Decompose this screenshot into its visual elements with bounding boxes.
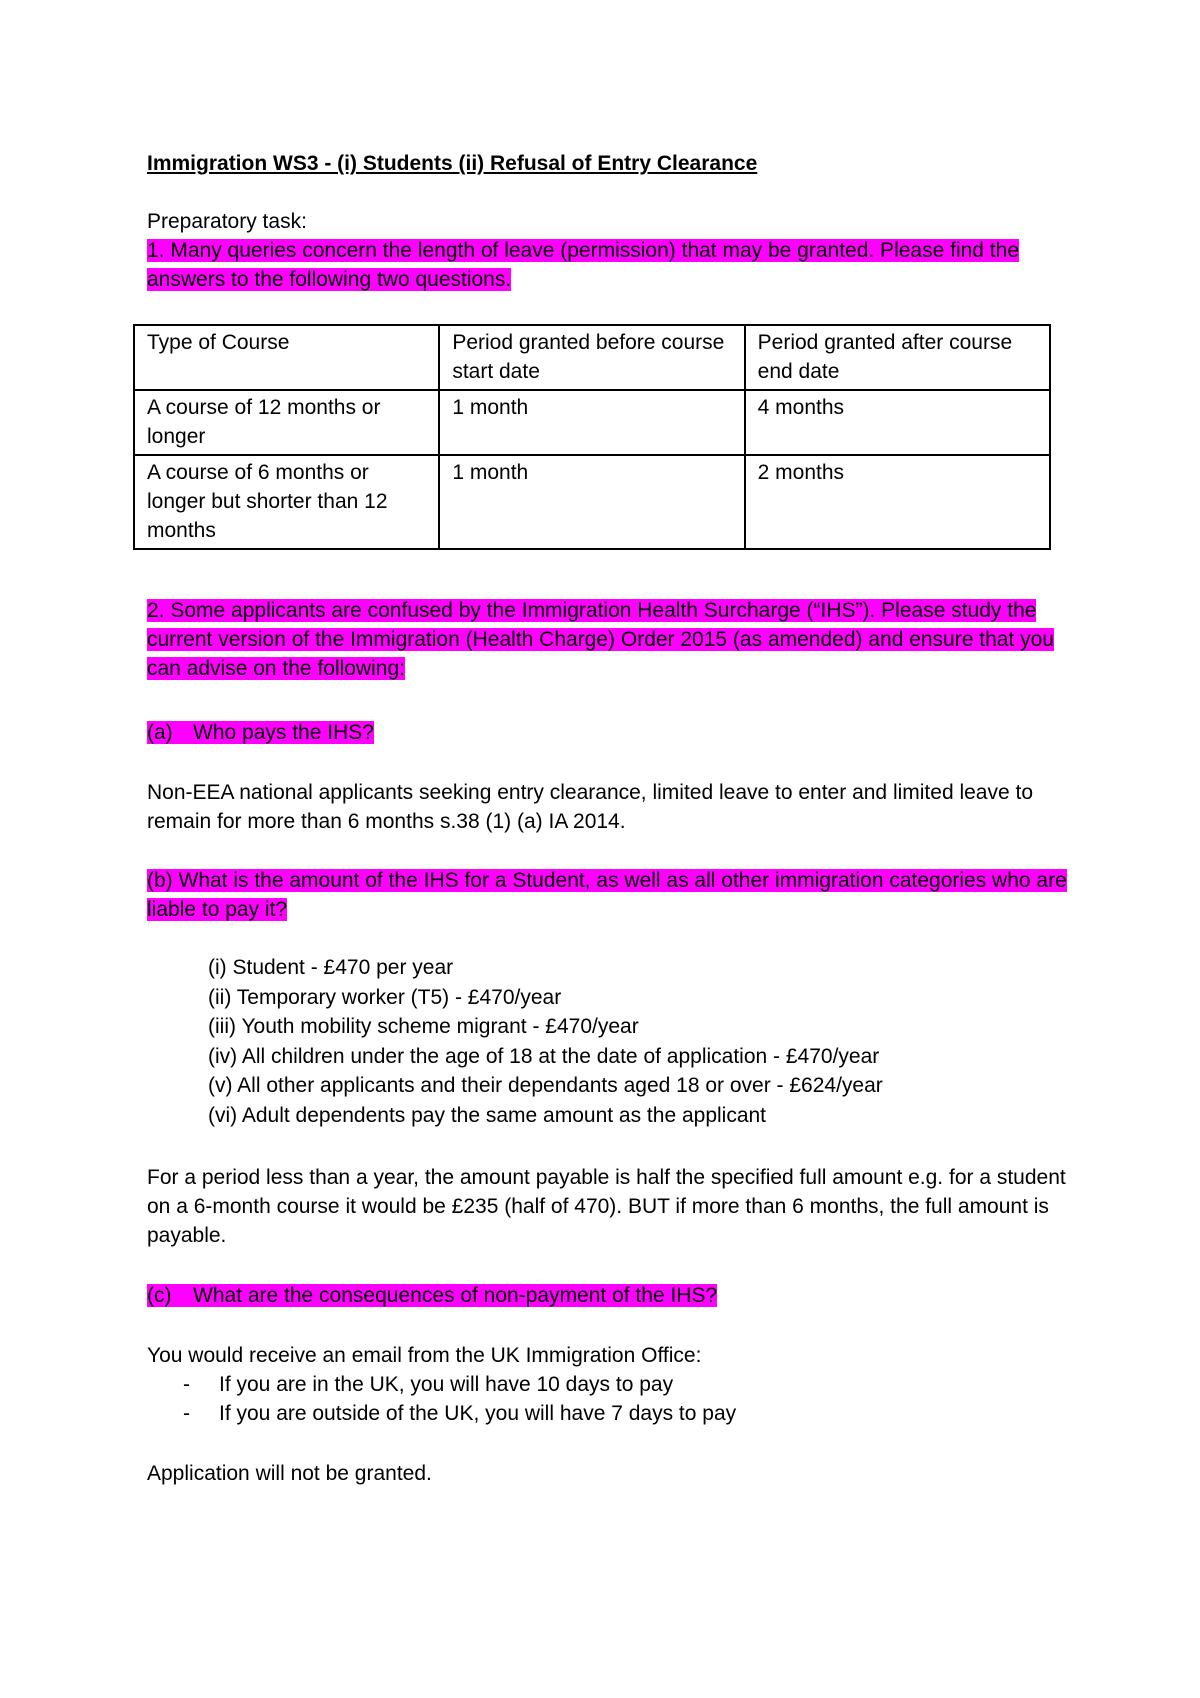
list-item — [183, 1370, 983, 1399]
question-a — [147, 718, 1067, 747]
question-b — [147, 866, 1072, 924]
list-item: (vi) Adult dependents pay the same amount as the applicant — [208, 1103, 767, 1127]
answer-a: Non-EEA national applicants seeking entry clearance, limited leave to enter and limited leave to remain for more than 6 months s.38 (1) (a) IA 2014. — [147, 781, 1034, 833]
table-cell: 4 months — [745, 390, 1050, 455]
email-note: You would receive an email from the UK Immigration Office: — [147, 1344, 702, 1367]
conclusion: Application will not be granted. — [147, 1462, 432, 1485]
list-item: (ii) Temporary worker (T5) - £470/year — [208, 985, 562, 1009]
table-header-row — [134, 325, 1050, 390]
table-header-cell: Period granted after course end date — [745, 325, 1050, 390]
dash-bullet: - — [183, 1373, 190, 1396]
question-1 — [147, 236, 1067, 294]
list-item-text: If you are outside of the UK, you will have 7 days to pay — [219, 1402, 737, 1425]
question-a-highlight — [147, 721, 374, 744]
question-1-text: 1. Many queries concern the length of leave (permission) that may be granted. Please find the answers to the following two questions. — [147, 239, 1019, 291]
question-c-label: (c) — [147, 1284, 172, 1307]
list-item: (i) Student - £470 per year — [208, 956, 454, 979]
prep-label: Preparatory task: — [147, 210, 307, 233]
question-2-text: 2. Some applicants are confused by the Immigration Health Surcharge (“IHS”). Please study the current version of the Immigration (Health Charge) Order 2015 (as amended) and ensure that you can advise on the following: — [147, 599, 1054, 680]
list-item — [183, 1399, 983, 1428]
payment-deadline-list — [183, 1370, 983, 1428]
question-2 — [147, 596, 1072, 683]
table-cell: 1 month — [439, 390, 744, 455]
question-a-label: (a) — [147, 721, 173, 744]
question-b-text: (b) What is the amount of the IHS for a Student, as well as all other immigration categories who are liable to pay it? — [147, 869, 1067, 921]
table-header-cell: Period granted before course start date — [439, 325, 744, 390]
ihs-amount-list — [208, 953, 1028, 1131]
table-cell: 1 month — [439, 455, 744, 549]
list-item: (iii) Youth mobility scheme migrant - £470/year — [208, 1015, 639, 1039]
list-item-text: If you are in the UK, you will have 10 days to pay — [219, 1373, 674, 1396]
question-c-highlight — [147, 1284, 717, 1307]
table-cell: A course of 6 months or longer but shorter than 12 months — [134, 455, 439, 549]
table-cell: A course of 12 months or longer — [134, 390, 439, 455]
period-note: For a period less than a year, the amount payable is half the specified full amount e.g. for a student on a 6-month course it would be £235 (half of 470). BUT if more than 6 months, the full amount is payable. — [147, 1166, 1066, 1247]
document-title: Immigration WS3 - (i) Students (ii) Refusal of Entry Clearance — [147, 152, 758, 175]
leave-period-table — [133, 324, 1051, 550]
question-c-text: What are the consequences of non-payment of the IHS? — [193, 1284, 718, 1307]
table-header-cell: Type of Course — [134, 325, 439, 390]
table-row — [134, 390, 1050, 455]
list-item: (iv) All children under the age of 18 at the date of application - £470/year — [208, 1044, 880, 1068]
table-row — [134, 455, 1050, 549]
question-c — [147, 1281, 1067, 1310]
question-a-text: Who pays the IHS? — [193, 721, 374, 744]
list-item: (v) All other applicants and their dependants aged 18 or over - £624/year — [208, 1074, 883, 1098]
table-cell: 2 months — [745, 455, 1050, 549]
dash-bullet: - — [183, 1402, 190, 1425]
